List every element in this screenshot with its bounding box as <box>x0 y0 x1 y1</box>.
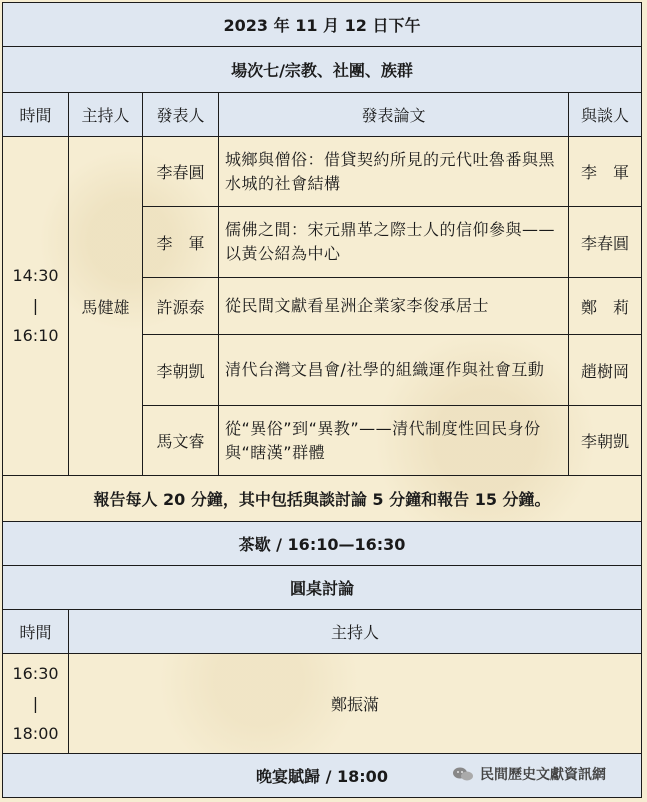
col-host: 主持人 <box>69 93 143 137</box>
tea-break: 茶歇 / 16:10—16:30 <box>3 522 642 566</box>
roundtable-title: 圓桌討論 <box>3 566 642 610</box>
time-start: 16:30 <box>12 663 59 683</box>
note-row <box>3 476 642 522</box>
presenter: 李春圓 <box>143 137 219 207</box>
discussant: 李朝凱 <box>569 406 642 476</box>
time-end: 16:10 <box>12 326 59 345</box>
roundtable-col-time: 時間 <box>3 610 69 654</box>
roundtable-title-row <box>3 566 642 610</box>
date-header: 2023 年 11 月 12 日下午 <box>3 3 642 47</box>
time-separator: | <box>32 693 39 713</box>
discussant: 李 軍 <box>569 137 642 207</box>
schedule-table <box>2 2 642 798</box>
time-start: 14:30 <box>12 266 59 285</box>
paper-title: 城鄉與僧俗：借貸契約所見的元代吐魯番與黑水城的社會結構 <box>219 137 569 207</box>
presenter: 李 軍 <box>143 207 219 278</box>
date-row <box>3 3 642 47</box>
panel-time <box>3 137 69 476</box>
presenter: 李朝凱 <box>143 335 219 406</box>
panel-host: 馬健雄 <box>69 137 143 476</box>
timing-note: 報告每人 20 分鐘，其中包括與談討論 5 分鐘和報告 15 分鐘。 <box>3 476 642 522</box>
roundtable-host: 鄭振滿 <box>69 654 642 754</box>
presenter: 許源泰 <box>143 278 219 335</box>
discussant: 李春圓 <box>569 207 642 278</box>
discussant: 趙樹岡 <box>569 335 642 406</box>
watermark-text: 民間歷史文獻資訊網 <box>480 767 606 783</box>
wechat-watermark <box>452 764 606 784</box>
roundtable-time <box>3 654 69 754</box>
session-title: 場次七/宗教、社團、族群 <box>3 47 642 93</box>
paper-title: 從“異俗”到“異教”——清代制度性回民身份與“瞎漢”群體 <box>219 406 569 476</box>
time-separator: | <box>32 296 39 315</box>
discussant: 鄭 莉 <box>569 278 642 335</box>
tea-break-row <box>3 522 642 566</box>
col-paper: 發表論文 <box>219 93 569 137</box>
roundtable-col-host: 主持人 <box>69 610 642 654</box>
roundtable-header-row <box>3 610 642 654</box>
session-row <box>3 47 642 93</box>
presenter: 馬文睿 <box>143 406 219 476</box>
col-discussant: 與談人 <box>569 93 642 137</box>
dinner: 晚宴賦歸 / 18:00 <box>3 754 642 798</box>
roundtable-row <box>3 654 642 754</box>
paper-title: 清代台灣文昌會/社學的組織運作與社會互動 <box>219 335 569 406</box>
paper-title: 儒佛之間：宋元鼎革之際士人的信仰參與——以黃公紹為中心 <box>219 207 569 278</box>
paper-title: 從民間文獻看星洲企業家李俊承居士 <box>219 278 569 335</box>
time-end: 18:00 <box>12 723 59 743</box>
column-header-row <box>3 93 642 137</box>
col-presenter: 發表人 <box>143 93 219 137</box>
table-row <box>3 137 642 207</box>
wechat-icon <box>452 766 474 782</box>
col-time: 時間 <box>3 93 69 137</box>
